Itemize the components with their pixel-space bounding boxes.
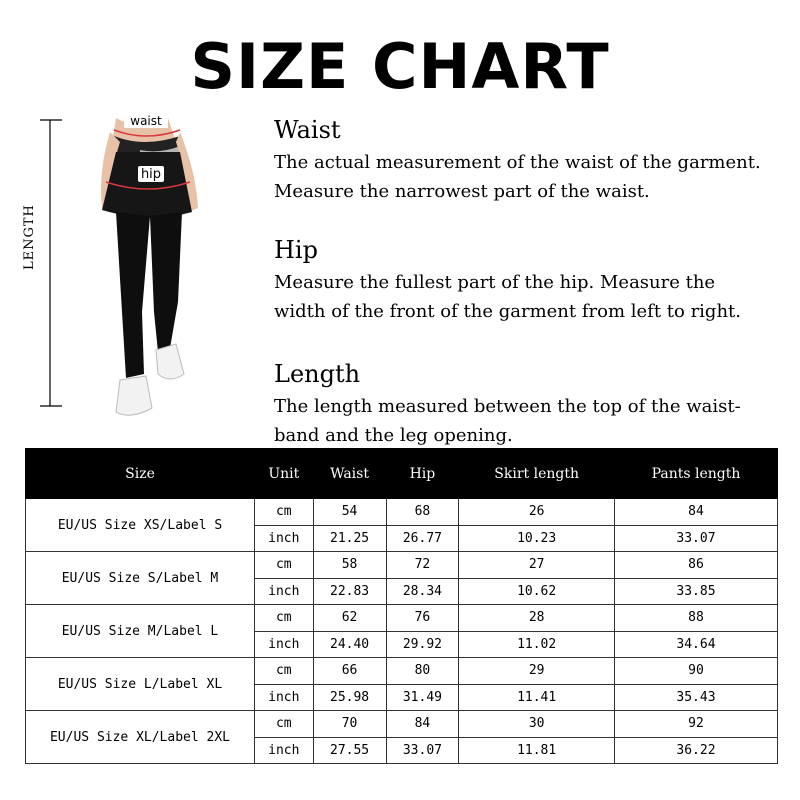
column-header: Hip — [386, 449, 459, 499]
table-cell: 54 — [313, 499, 386, 526]
table-cell: 76 — [386, 605, 459, 632]
table-cell: cm — [255, 499, 314, 526]
section-line: width of the front of the garment from left to right. — [274, 301, 741, 322]
table-cell: 92 — [614, 711, 777, 738]
table-cell: 11.81 — [459, 737, 615, 764]
table-cell: 80 — [386, 658, 459, 685]
table-cell: 10.62 — [459, 578, 615, 605]
table-cell: 24.40 — [313, 631, 386, 658]
table-cell: 33.07 — [386, 737, 459, 764]
table-cell: 27.55 — [313, 737, 386, 764]
size-cell: EU/US Size S/Label M — [26, 552, 255, 605]
column-header: Skirt length — [459, 449, 615, 499]
table-cell: 36.22 — [614, 737, 777, 764]
section-line: The actual measurement of the waist of the garment. — [274, 152, 761, 173]
size-cell: EU/US Size M/Label L — [26, 605, 255, 658]
table-cell: 31.49 — [386, 684, 459, 711]
table-cell: 26 — [459, 499, 615, 526]
section-line: band and the leg opening. — [274, 425, 513, 446]
table-cell: 72 — [386, 552, 459, 579]
table-cell: 29.92 — [386, 631, 459, 658]
section-line: Measure the narrowest part of the waist. — [274, 181, 650, 202]
table-cell: 84 — [386, 711, 459, 738]
table-cell: 11.02 — [459, 631, 615, 658]
table-row — [26, 658, 778, 685]
table-cell: inch — [255, 737, 314, 764]
table-cell: 68 — [386, 499, 459, 526]
table-cell: 27 — [459, 552, 615, 579]
table-cell: 70 — [313, 711, 386, 738]
table-row — [26, 499, 778, 526]
table-header-row — [26, 449, 778, 499]
size-cell: EU/US Size L/Label XL — [26, 658, 255, 711]
section-line: The length measured between the top of the waist- — [274, 396, 741, 417]
table-cell: 90 — [614, 658, 777, 685]
column-header: Waist — [313, 449, 386, 499]
sneaker-left — [116, 376, 152, 415]
table-cell: inch — [255, 684, 314, 711]
table-row — [26, 711, 778, 738]
table-cell: 58 — [313, 552, 386, 579]
table-cell: inch — [255, 578, 314, 605]
table-cell: 62 — [313, 605, 386, 632]
table-cell: inch — [255, 631, 314, 658]
table-cell: 33.07 — [614, 525, 777, 552]
table-cell: 33.85 — [614, 578, 777, 605]
table-cell: 21.25 — [313, 525, 386, 552]
table-cell: 66 — [313, 658, 386, 685]
size-table — [25, 448, 778, 764]
table-row — [26, 552, 778, 579]
table-cell: 35.43 — [614, 684, 777, 711]
table-cell: 86 — [614, 552, 777, 579]
table-cell: 26.77 — [386, 525, 459, 552]
waist-label: waist — [130, 114, 162, 128]
table-cell: inch — [255, 525, 314, 552]
section-line: Measure the fullest part of the hip. Measure the — [274, 272, 716, 293]
table-cell: 25.98 — [313, 684, 386, 711]
section-heading: Hip — [274, 236, 318, 264]
table-cell: 10.23 — [459, 525, 615, 552]
table-cell: cm — [255, 658, 314, 685]
page-title: SIZE CHART — [190, 30, 610, 103]
table-cell: 34.64 — [614, 631, 777, 658]
section-heading: Length — [274, 360, 361, 388]
table-cell: 84 — [614, 499, 777, 526]
length-section — [274, 360, 784, 450]
section-heading: Waist — [274, 116, 341, 144]
table-cell: 88 — [614, 605, 777, 632]
length-label: LENGTH — [22, 204, 37, 270]
table-cell: 30 — [459, 711, 615, 738]
table-cell: 28 — [459, 605, 615, 632]
table-cell: 28.34 — [386, 578, 459, 605]
sneaker-right — [156, 344, 184, 379]
table-cell: cm — [255, 711, 314, 738]
table-cell: cm — [255, 605, 314, 632]
column-header: Size — [26, 449, 255, 499]
size-cell: EU/US Size XS/Label S — [26, 499, 255, 552]
hip-section — [274, 236, 784, 326]
table-cell: 22.83 — [313, 578, 386, 605]
table-cell: 11.41 — [459, 684, 615, 711]
size-cell: EU/US Size XL/Label 2XL — [26, 711, 255, 764]
table-cell: cm — [255, 552, 314, 579]
leggings-illustration — [20, 112, 260, 442]
table-cell: 29 — [459, 658, 615, 685]
waist-section — [274, 116, 784, 206]
column-header: Unit — [255, 449, 314, 499]
column-header: Pants length — [614, 449, 777, 499]
hip-label: hip — [140, 167, 162, 182]
table-row — [26, 605, 778, 632]
